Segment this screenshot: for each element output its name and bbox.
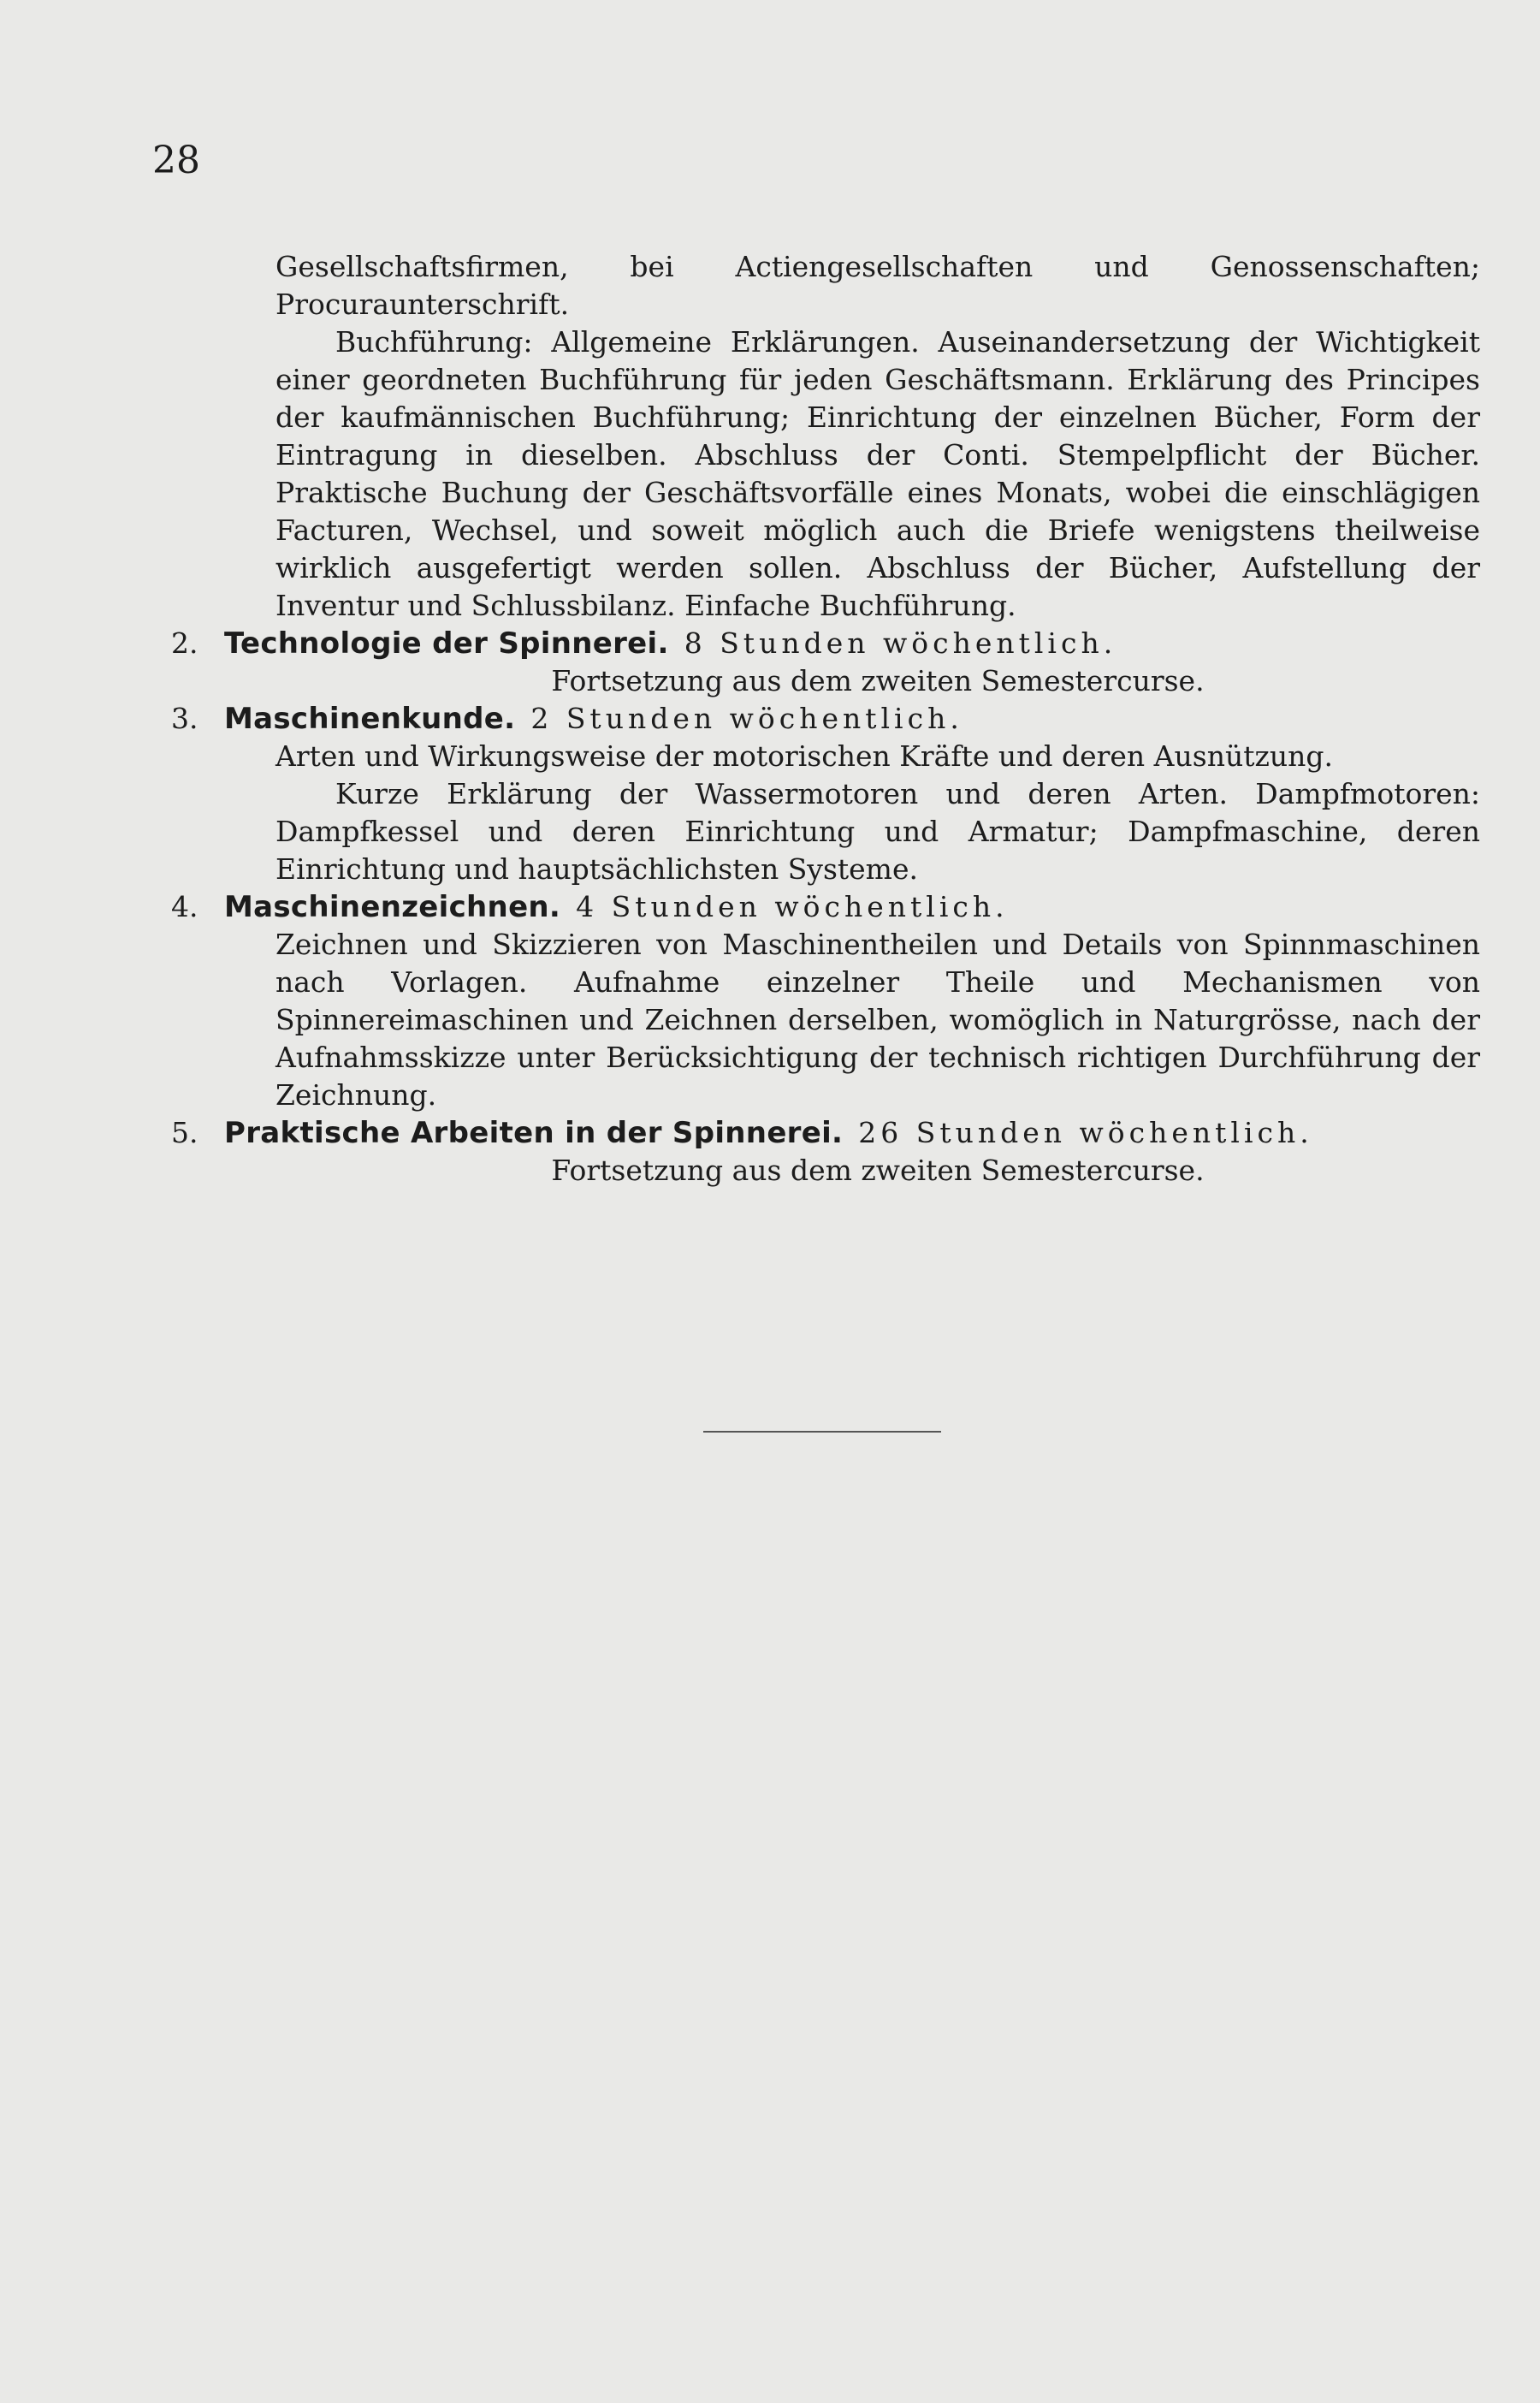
item-heading xyxy=(171,700,1480,738)
item-title: Maschinenkunde. xyxy=(224,702,516,736)
item-hours: 2 Stunden wöchentlich. xyxy=(530,702,963,735)
page-content xyxy=(171,248,1480,1190)
intro-paragraph-firms: Gesellschaftsfirmen, bei Actiengesellschaften und Genossenschaften; Procuraunterschrift. xyxy=(275,250,1480,321)
section-item-3 xyxy=(171,700,1480,888)
item-heading xyxy=(171,1114,1480,1152)
section-item-4 xyxy=(171,888,1480,1114)
item-continuation-note: Fortsetzung aus dem zweiten Semestercurse. xyxy=(551,664,1205,697)
item-paragraph: Zeichnen und Skizzieren von Maschinentheilen und Details von Spinnmaschinen nach Vorlagen. Aufnahme einzelner Theile und Mechanismen von Spinnereimaschinen und Zeichnen derselben, womöglich in Naturgrösse, nach der Aufnahmsskizze unter Berücksichtigung der technisch richtigen Durchführung der Zeichnung. xyxy=(275,928,1480,1112)
item-hours: 4 Stunden wöchentlich. xyxy=(576,890,1009,923)
item-body xyxy=(275,926,1480,1114)
item-number: 4. xyxy=(171,890,198,923)
section-separator-rule xyxy=(703,1431,941,1433)
intro-section xyxy=(275,248,1480,625)
item-continuation-note: Fortsetzung aus dem zweiten Semestercurse. xyxy=(551,1154,1205,1187)
item-paragraph: Kurze Erklärung der Wassermotoren und deren Arten. Dampfmotoren: Dampfkessel und deren Einrichtung und Armatur; Dampfmaschine, deren Einrichtung und hauptsächlichsten Systeme. xyxy=(275,777,1480,886)
item-hours: 8 Stunden wöchentlich. xyxy=(684,626,1117,660)
item-body xyxy=(275,738,1480,888)
section-item-2 xyxy=(171,625,1480,700)
section-item-5 xyxy=(171,1114,1480,1190)
item-heading xyxy=(171,625,1480,662)
item-title: Technologie der Spinnerei. xyxy=(224,626,669,661)
item-hours: 26 Stunden wöchentlich. xyxy=(858,1116,1313,1149)
intro-paragraph-bookkeeping: Buchführung: Allgemeine Erklärungen. Auseinandersetzung der Wichtigkeit einer geordneten Buchführung für jeden Geschäftsmann. Erklärung des Principes der kaufmännischen Buchführung; Einrichtung der einzelnen Bücher, Form der Eintragung in dieselben. Abschluss der Conti. Stempelpflicht der Bücher. Praktische Buchung der Geschäftsvorfälle eines Monats, wobei die einschlägigen Facturen, Wechsel, und soweit möglich auch die Briefe wenigstens theilweise wirklich ausgefertigt werden sollen. Abschluss der Bücher, Aufstellung der Inventur und Schlussbilanz. Einfache Buchführung. xyxy=(275,325,1480,622)
item-title: Praktische Arbeiten in der Spinnerei. xyxy=(224,1116,844,1150)
page-number: 28 xyxy=(152,139,200,182)
item-number: 5. xyxy=(171,1116,198,1149)
item-paragraph: Arten und Wirkungsweise der motorischen Kräfte und deren Ausnützung. xyxy=(275,739,1333,773)
item-title: Maschinenzeichnen. xyxy=(224,890,561,924)
item-heading xyxy=(171,888,1480,926)
item-number: 3. xyxy=(171,702,198,735)
item-number: 2. xyxy=(171,626,198,660)
